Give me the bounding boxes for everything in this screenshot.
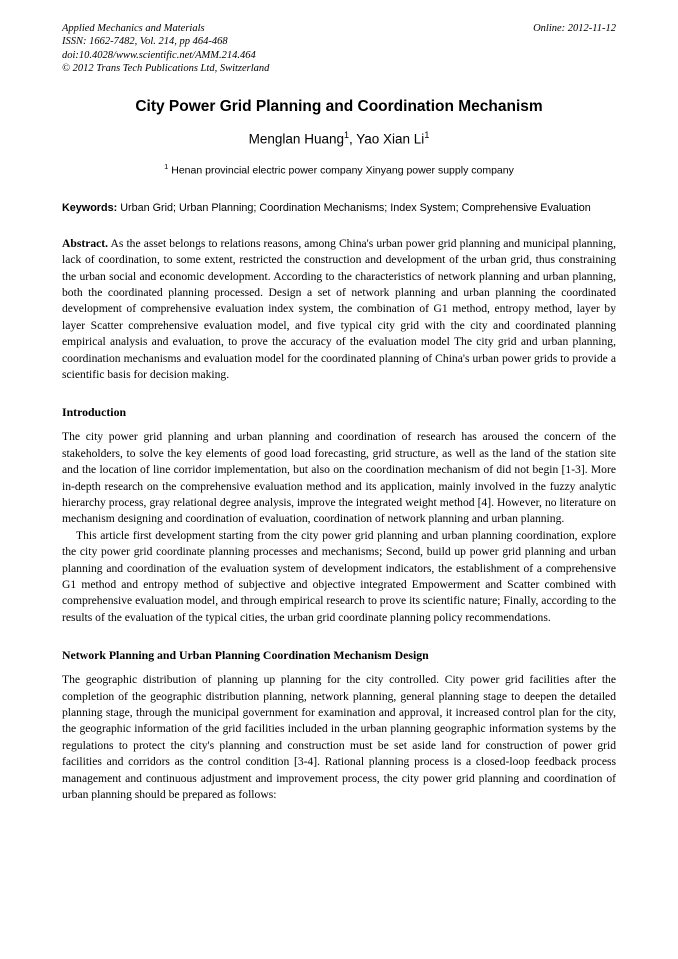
affiliation-marker: 1: [164, 161, 169, 171]
author-one-affiliation-marker: 1: [343, 130, 349, 141]
paragraph: The city power grid planning and urban planning and coordination of research has aroused the concern of the stakeholders, to solve the key elements of good load forecasting, grid structure, as well as the land of the station site and the location of line corridor implementation, but also on the coordination mechanism of did not begin [1-3]. More in-depth research on the comprehensive evaluation method and its application, mainly involved in the fuzzy analytic hierarchy process, gray relational degree analysis, improve the integrated weight method [4]. However, no literature on mechanism designing and coordination of evaluation, coordination of network planning and urban planning.: [62, 430, 616, 526]
section-heading-network-planning: Network Planning and Urban Planning Coordination Mechanism Design: [62, 648, 429, 663]
keywords-label: Keywords:: [62, 202, 118, 215]
section-body-network-planning: [62, 672, 616, 803]
abstract-text: As the asset belongs to relations reasons, among China's urban power grid planning and municipal planning, lack of coordination, to some extent, restricted the construction and development of the urban grid, thus constraining the urban social and economic development. According to the characteristics of network planning and urban planning, both the coordinated planning processed. Design a set of network planning and urban planning the coordinated development of comprehensive evaluation index system, the combination of G1 method, entropy method, layer by layer Scatter comprehensive evaluation model, and five typical city grid with the city and coordinated planning empirical analysis and evaluation, to prove the accuracy of the evaluation model The city grid and urban planning, coordination mechanisms and evaluation model for the coordinated planning of China's urban power grids to provide a scientific basis for decision making.: [62, 236, 616, 381]
author-list: [62, 127, 616, 148]
journal-doi: doi:10.4028/www.scientific.net/AMM.214.464: [62, 49, 256, 61]
paragraph: The geographic distribution of planning up planning for the city controlled. City power grid facilities after the completion of the geographic distribution planning, network planning, general planning stage to deepen the detailed planning stage, through the municipal government for examination and approval, it increased control plan for the city, the geographic information of the grid facilities included in the urban planning geographic information systems by the regulations to protect the city's planning and construction must be set aside land for construction of power grid facilities and corridors as the control condition [3-4]. Rational planning process is a closed-loop feedback process management and continuous adjustment and improvement process, the city power grid planning and coordination of urban planning should be prepared as follows:: [62, 673, 616, 802]
section-heading-introduction: Introduction: [62, 405, 127, 420]
abstract-block: [62, 236, 616, 384]
journal-name: Applied Mechanics and Materials: [62, 23, 205, 34]
header-journal-info: [62, 22, 269, 75]
journal-copyright: © 2012 Trans Tech Publications Ltd, Switzerland: [62, 62, 270, 74]
paragraph: This article first development starting from the city power grid planning and urban planning coordination, explore the city power grid coordinate planning processes and mechanisms; Second, build up power grid planning and urban planning and coordination of the evaluation system of development indicators, the establishment of a comprehensive G1 method and entropy method of subjective and objective integrated Empowerment and Scatter combined with comprehensive evaluation model, and through empirical research to prove its scientific nature; Finally, according to the results of the evaluation of the typical cities, the urban grid coordinate planning policy recommendations.: [62, 528, 616, 624]
section-body-introduction: [62, 429, 616, 626]
header-online-date: [533, 22, 616, 35]
author-two-affiliation-marker: 1: [424, 130, 430, 141]
keywords-block: [62, 201, 616, 216]
author-two: , Yao Xian Li: [349, 131, 425, 147]
page-title: City Power Grid Planning and Coordination Mechanism: [135, 98, 543, 116]
affiliation-text: Henan provincial electric power company Xinyang power supply company: [168, 164, 514, 177]
keywords-text: Urban Grid; Urban Planning; Coordination Mechanisms; Index System; Comprehensive Evaluation: [117, 202, 591, 215]
online-date: Online: 2012-11-12: [533, 23, 616, 34]
journal-issn: ISSN: 1662-7482, Vol. 214, pp 464-468: [62, 36, 228, 48]
author-one: Menglan Huang: [248, 131, 344, 147]
abstract-label: Abstract.: [62, 236, 109, 250]
page-header: [62, 22, 616, 75]
affiliation: [62, 160, 616, 178]
